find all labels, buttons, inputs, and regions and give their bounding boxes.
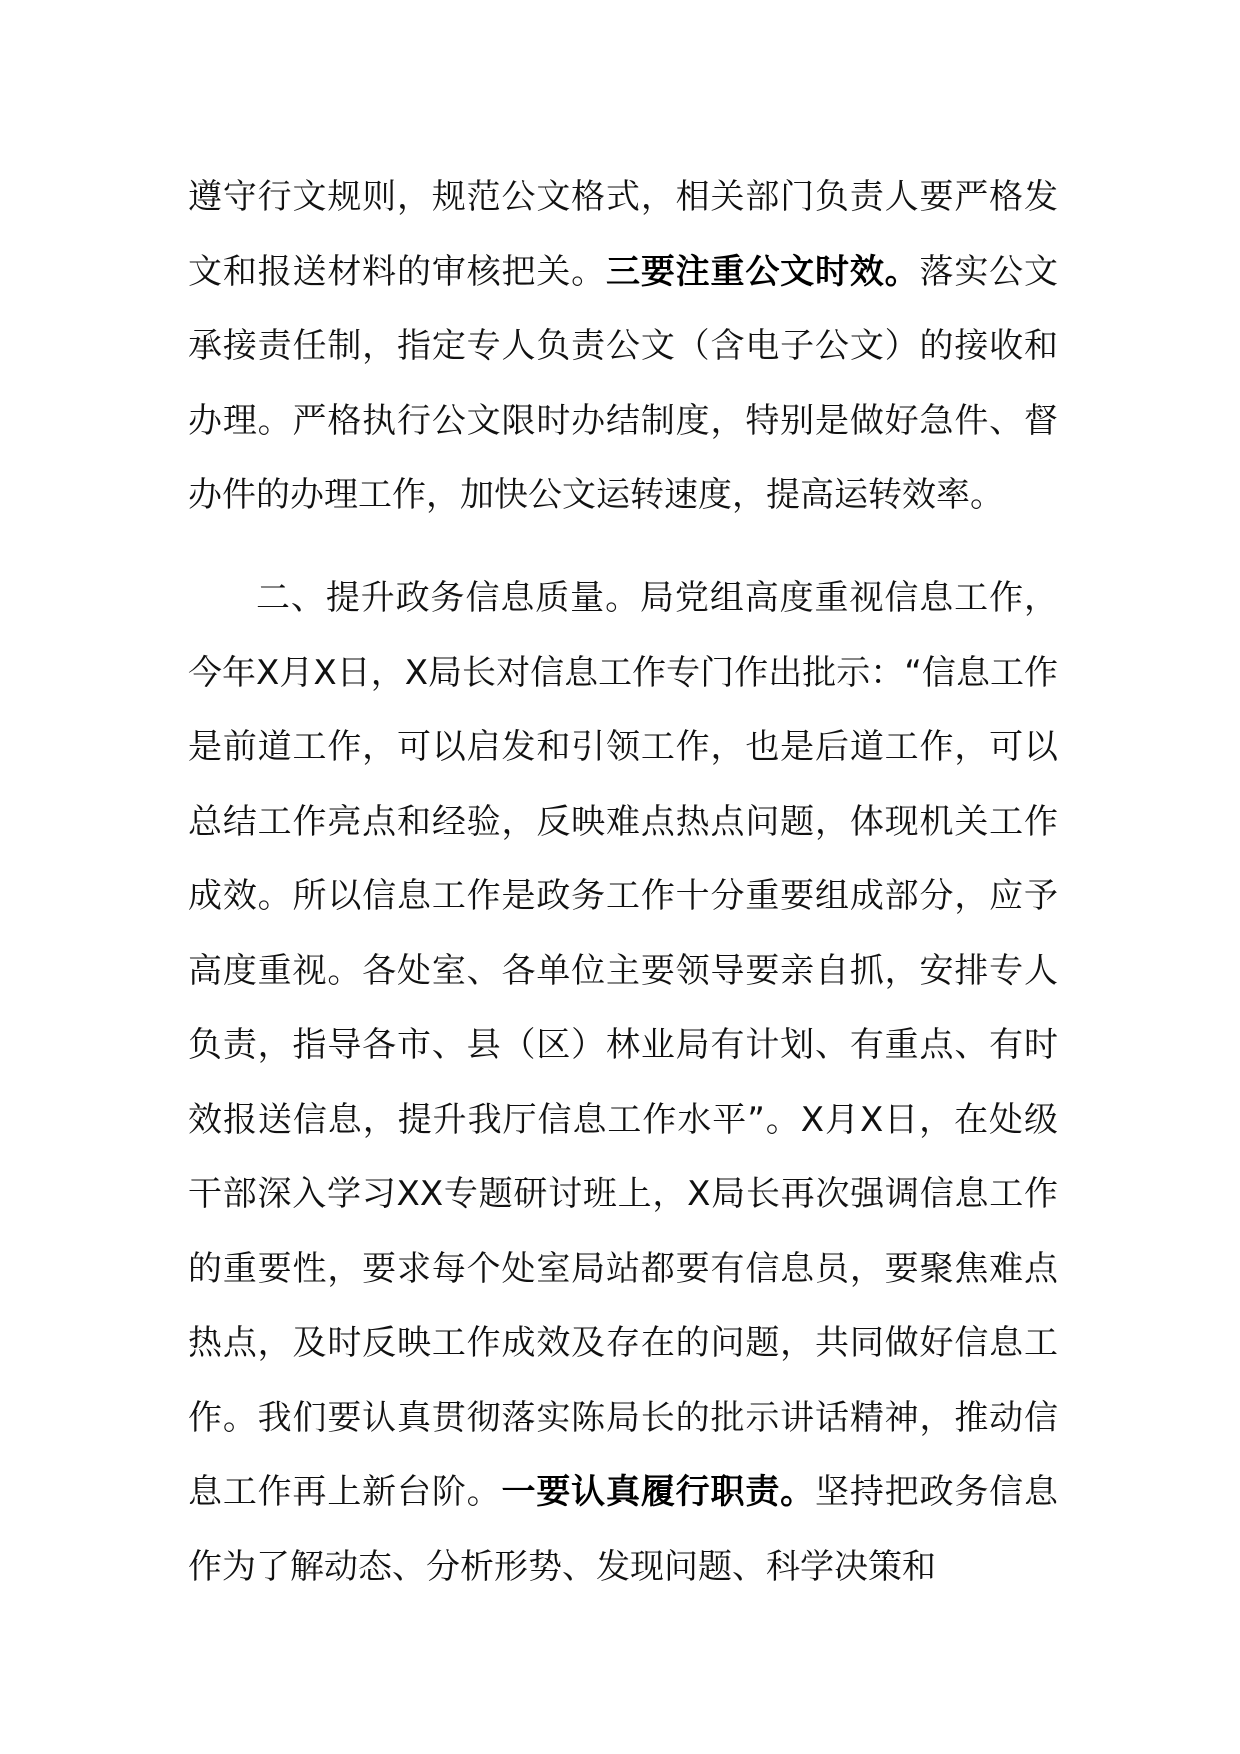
paragraph-1-bold-heading: 三要注重公文时效。 [606, 251, 920, 292]
paragraph-2 [188, 561, 1058, 1604]
paragraph-1-text-1: 遵守行文规则，规范公文格式，相关部门负责人要严格发文和报送材料的审核把关。 [188, 177, 1058, 292]
paragraph-2-text-1: 二、提升政务信息质量。局党组高度重视信息工作，今年X月X日，X局长对信息工作专门作出批示：“信息工作是前道工作，可以启发和引领工作，也是后道工作，可以总结工作亮点和经验，反映难点热点问题，体现机关工作成效。所以信息工作是政务工作十分重要组成部分，应予高度重视。各处室、各单位主要领导要亲自抓，安排专人负责，指导各市、县（区）林业局有计划、有重点、有时效报送信息，提升我厅信息工作水平”。X月X日，在处级干部深入学习XX专题研讨班上，X局长再次强调信息工作的重要性，要求每个处室局站都要有信息员，要聚焦难点热点，及时反映工作成效及存在的问题，共同做好信息工作。我们要认真贯彻落实陈局长的批示讲话精神，推动信息工作再上新台阶。 [188, 578, 1058, 1512]
paragraph-2-bold-heading: 一要认真履行职责。 [501, 1472, 815, 1512]
paragraph-2-text-2: 坚持把政务信息作为了解动态、分析形势、发现问题、科学决策和 [188, 1472, 1058, 1587]
paragraph-1-text-2: 落实公文承接责任制，指定专人负责公文（含电子公文）的接收和办理。严格执行公文限时办结制度，特别是做好急件、督办件的办理工作，加快公文运转速度，提高运转效率。 [188, 251, 1058, 515]
paragraph-1 [188, 160, 1058, 533]
